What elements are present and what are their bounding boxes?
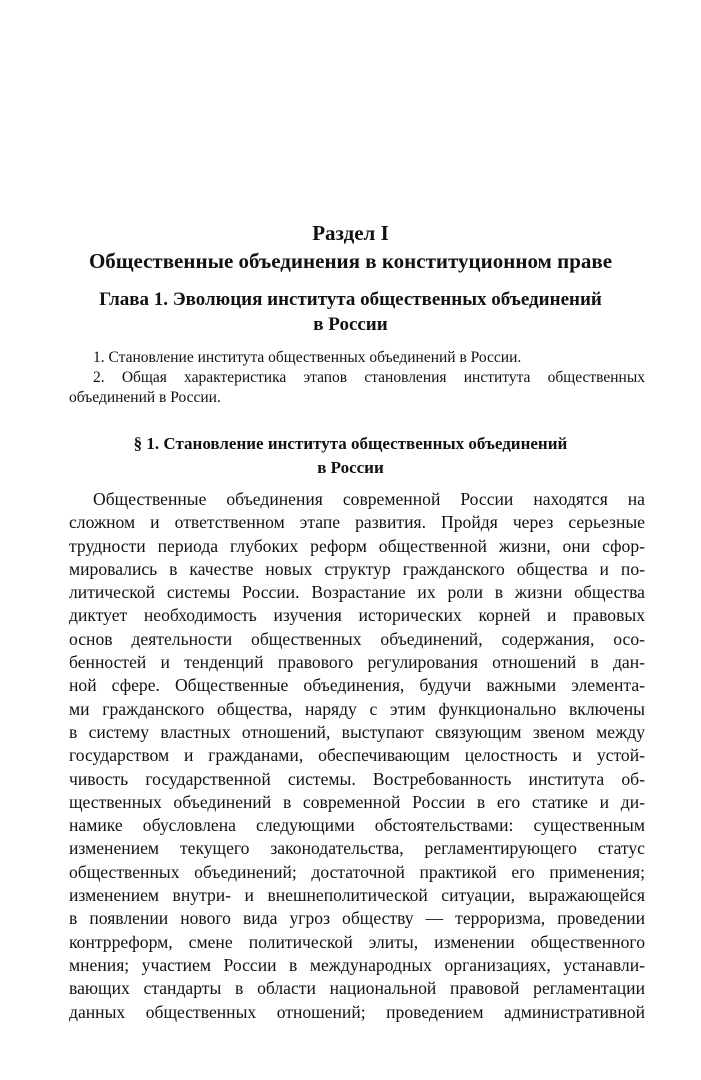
text-line: намике обусловлена следующими обстоятельствами: существенным [69,815,645,836]
chapter-contents [69,348,645,408]
text-line: вающих стандарты в области национальной правовой регламентации [69,978,645,999]
part-heading [0,219,701,275]
text-line: трудности периода глубоких реформ общественной жизни, они сфор- [69,535,645,556]
text-line: мнения; участием России в международных организациях, устанавли- [69,954,645,975]
text-line: данных общественных отношений; проведением административной [69,1001,645,1022]
text-line: в систему властных отношений, выступают связующим звеном между [69,721,645,742]
paragraph-heading [0,432,701,480]
text-line: государством и гражданами, обеспечивающим целостность и устой- [69,745,645,766]
text-line: сложном и ответственном этапе развития. Пройдя через серьезные [69,512,645,533]
text-line: бенностей и тенденций правового регулирования отношений в дан- [69,652,645,673]
contents-item: 1. Становление института общественных объединений в России. [93,349,522,366]
text-line: диктует необходимость изучения исторических корней и правовых [69,605,645,626]
text-line: Общественные объединения современной России находятся на [93,489,645,509]
part-subtitle: Общественные объединения в конституционном праве [88,249,613,273]
text-line: ной сфере. Общественные объединения, будучи важными элемента- [69,675,645,696]
text-line: изменением текущего законодательства, регламентирующего статус [69,838,645,859]
text-line: ми гражданского общества, наряду с этим функционально включены [69,698,645,719]
paragraph-title-line-2: в России [317,458,384,477]
text-line: изменением внутри- и внешнеполитической ситуации, выражающейся [69,885,645,906]
part-title: Раздел I [312,221,389,245]
chapter-title-line-2: в России [313,314,388,335]
text-line: контрреформ, смене политической элиты, изменении общественного [69,931,645,952]
chapter-heading [0,287,701,337]
text-line: мировались в качестве новых структур гражданского общества и по- [69,558,645,579]
text-line: основ деятельности общественных объединений, содержания, осо- [69,628,645,649]
text-line: в появлении нового вида угроз обществу — терроризма, проведении [69,908,645,929]
text-line: общественных объединений; достаточной практикой его применения; [69,861,645,882]
chapter-title-line-1: Глава 1. Эволюция института общественных объединений [99,289,602,310]
paragraph-title-line-1: § 1. Становление института общественных объединений [133,434,568,453]
text-line: щественных объединений в современной России в его статике и ди- [69,791,645,812]
body-text [69,488,645,1024]
text-line: чивость государственной системы. Востребованность института об- [69,768,645,789]
text-line: литической системы России. Возрастание их роли в жизни общества [69,582,645,603]
contents-item: 2. Общая характеристика этапов становления института общественных объединений в России. [69,369,645,406]
